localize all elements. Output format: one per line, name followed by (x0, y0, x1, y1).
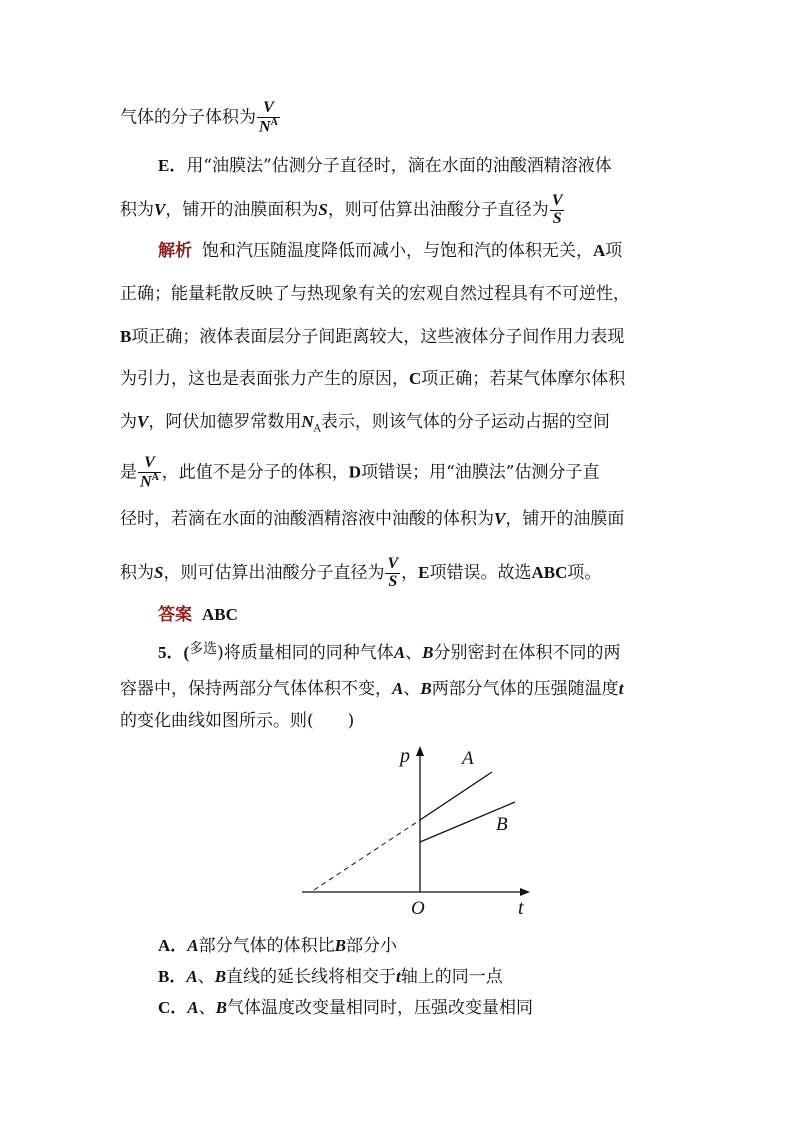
fraction-denominator: $N_A$ (259, 116, 278, 136)
fraction-v-over-s: $\frac{V}{S}$ (551, 192, 563, 227)
option-e-line-1 (158, 157, 612, 175)
fraction-v-over-na (257, 100, 280, 136)
analysis-line-8: 积为S，则可估算出油酸分子直径为 $\frac{V}{S}$ ，E项错误。故选ABC项。 (120, 555, 602, 590)
analysis-line-5: 为V，阿伏加德罗常数用$N_A$表示，则该气体的分子运动占据的空间 (120, 412, 610, 435)
analysis-line-6: 是 $\frac{V}{N_A}$ ，此值不是分子的体积，D项错误；用“油膜法”估测分子直 (120, 454, 600, 491)
fraction-numerator: V (257, 100, 280, 118)
option-e-line-2: 积为V，铺开的油膜面积为S，则可估算出油酸分子直径为 $\frac{V}{S}$ (120, 192, 563, 227)
line-b-label: B (496, 814, 508, 835)
question-5-line-3: 的变化曲线如图所示。则( ) (120, 711, 355, 731)
answer-value: ABC (202, 605, 238, 624)
extension-dashed-line (314, 820, 420, 890)
question-5-line-1: 5．($^{多选}$)将质量相同的同种气体A、B分别密封在体积不同的两 (158, 641, 621, 663)
answer-label: 答案 (158, 605, 192, 625)
option-c: C．A、B气体温度改变量相同时，压强改变量相同 (158, 998, 533, 1018)
analysis-line-1: 解析 饱和汽压随温度降低而减小，与饱和汽的体积无关，A项 (158, 241, 623, 261)
fraction-v-over-s-2: $\frac{V}{S}$ (387, 555, 399, 590)
origin-label: O (411, 898, 425, 919)
line-a (420, 772, 492, 820)
t-axis-label: t (518, 897, 524, 919)
prev-gas-volume-line (120, 100, 281, 136)
fraction-v-over-na-2: $\frac{V}{N_A}$ (140, 454, 159, 491)
multi-select-tag: 多选 (189, 641, 218, 657)
t-axis-arrow (520, 888, 530, 896)
question-5-line-2: 容器中，保持两部分气体体积不变，A、B两部分气体的压强随温度t (120, 679, 624, 699)
option-a: A．A部分气体的体积比B部分小 (158, 936, 397, 956)
analysis-line-4: 为引力，这也是表面张力产生的原因，C项正确；若某气体摩尔体积 (120, 369, 626, 389)
analysis-label: 解析 (158, 241, 192, 261)
prev-text: 气体的分子体积为 (120, 107, 256, 128)
option-e-label: E． (158, 156, 187, 175)
pressure-temperature-graph (300, 742, 540, 922)
analysis-line-3: B项正确；液体表面层分子间距离较大，这些液体分子间作用力表现 (120, 327, 625, 347)
option-e-text: 用“油膜法”估测分子直径时，滴在水面的油酸酒精溶液体 (186, 156, 612, 176)
analysis-line-2: 正确；能量耗散反映了与热现象有关的宏观自然过程具有不可逆性， (120, 284, 630, 304)
answer-line (158, 606, 238, 624)
analysis-line-7: 径时，若滴在水面的油酸酒精溶液中油酸的体积为V，铺开的油膜面 (120, 509, 625, 529)
option-b: B．A、B直线的延长线将相交于t轴上的同一点 (158, 967, 503, 987)
p-axis-arrow (416, 746, 424, 756)
line-a-label: A (462, 748, 474, 769)
p-axis-label: p (400, 745, 410, 767)
